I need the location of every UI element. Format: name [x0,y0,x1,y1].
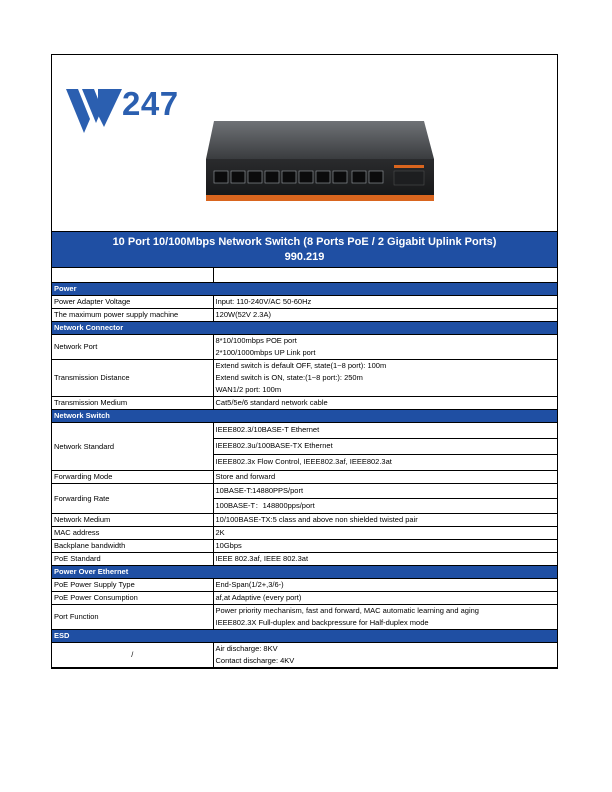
table-row [52,540,557,553]
row-value: af,at Adaptive (every port) [213,592,557,605]
row-label: / [52,643,213,668]
row-label: Transmission Medium [52,397,213,410]
row-value: 10Gbps [213,540,557,553]
table-row [52,309,557,322]
table-row [52,484,557,514]
blank-row [52,268,557,283]
table-row [52,423,557,471]
row-value: 8*10/100mbps POE port 2*100/1000mbps UP Link port [213,335,557,360]
row-label: PoE Standard [52,553,213,566]
row-label: PoE Power Supply Type [52,579,213,592]
row-label: PoE Power Consumption [52,592,213,605]
row-value: 120W(52V 2.3A) [213,309,557,322]
table-row [52,360,557,397]
table-row [52,553,557,566]
row-label: Network Standard [52,423,213,471]
logo-text: 247 [122,85,179,122]
spec-table [52,268,557,668]
section-poe: Power Over Ethernet [52,566,557,579]
network-switch-image [204,115,436,211]
row-value: 10/100BASE-TX:5 class and above non shielded twisted pair [213,514,557,527]
table-row [52,643,557,668]
table-row [52,471,557,484]
section-network-connector: Network Connector [52,322,557,335]
row-label: MAC address [52,527,213,540]
row-value: Air discharge: 8KV Contact discharge: 4KV [213,643,557,668]
row-label: Forwarding Mode [52,471,213,484]
w247-logo-icon [64,85,124,137]
product-title [52,232,557,268]
row-label: Backplane bandwidth [52,540,213,553]
table-row [52,605,557,630]
row-value: IEEE802.3/10BASE-T Ethernet IEEE802.3u/100BASE-TX Ethernet IEEE802.3x Flow Control, IEEE802.3af, IEEE802.3at [213,423,557,471]
row-value: Store and forward [213,471,557,484]
section-power: Power [52,283,557,296]
row-value: End-Span(1/2+,3/6-) [213,579,557,592]
row-value: Power priority mechanism, fast and forward, MAC automatic learning and aging IEEE802.3X Full-duplex and backpressure for Half-duplex mode [213,605,557,630]
row-value: Cat5/5e/6 standard network cable [213,397,557,410]
row-label: Network Medium [52,514,213,527]
row-value: 10BASE-T:14880PPS/port 100BASE-T：148800pps/port [213,484,557,514]
table-row [52,592,557,605]
row-label: Power Adapter Voltage [52,296,213,309]
section-network-switch: Network Switch [52,410,557,423]
row-label: Port Function [52,605,213,630]
table-row [52,579,557,592]
table-row [52,296,557,309]
row-value: IEEE 802.3af, IEEE 802.3at [213,553,557,566]
row-value: Extend switch is default OFF, state(1~8 port): 100m Extend switch is ON, state:(1~8 port:): 250m WAN1/2 port: 100m [213,360,557,397]
row-label: Forwarding Rate [52,484,213,514]
table-row [52,527,557,540]
section-esd: ESD [52,630,557,643]
spec-sheet [51,54,558,669]
row-label: The maximum power supply machine [52,309,213,322]
row-label: Network Port [52,335,213,360]
table-row [52,397,557,410]
row-value: 2K [213,527,557,540]
product-name: 10 Port 10/100Mbps Network Switch (8 Ports PoE / 2 Gigabit Uplink Ports) [112,236,497,248]
table-row [52,514,557,527]
product-code: 990.219 [284,251,325,263]
table-row [52,335,557,360]
row-value: Input: 110-240V/AC 50-60Hz [213,296,557,309]
row-label: Transmission Distance [52,360,213,397]
header-area [52,55,557,232]
